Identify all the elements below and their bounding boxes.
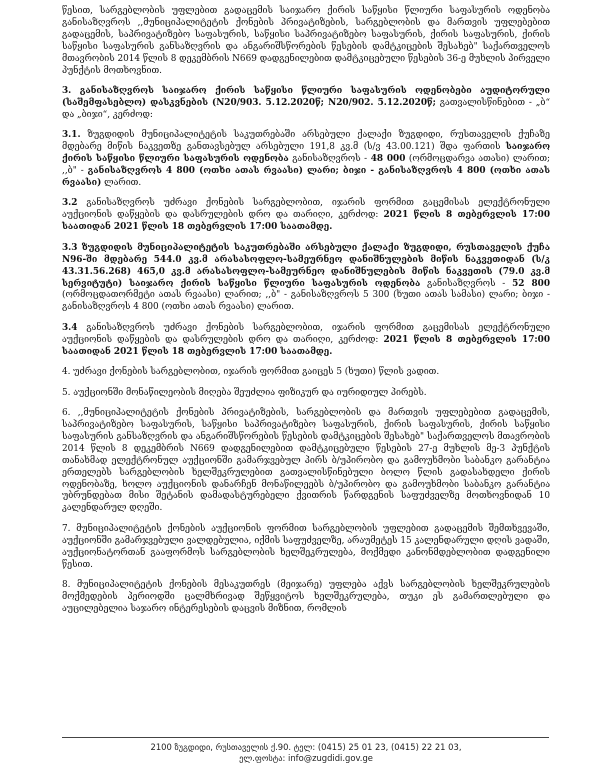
footer-email: ელ.ფოსტა: info@zugdidi.gov.ge: [239, 753, 373, 763]
paragraph-3-reports: (N20/903. 5.12.2020წ; N20/902. 5.12.2020წ;: [212, 97, 436, 108]
document-body: [62, 6, 550, 624]
paragraph-3-4-number: 3.4: [62, 322, 78, 333]
paragraph-3-heading: 3. განისაზღვროს საიჯარო ქირის საწყისი წლიური საფასურის ოდენობები აუდიტორული (საშემფასებლო) დასკვნების: [62, 86, 550, 108]
paragraph-3-1-steps: განისაზღვროს 4 800 (ოთხი ათას რვაასი) ლარი; ბიჯი - განისაზღვროს 4 800 (ოთხი ათას რვაასი): [62, 166, 550, 188]
footer-divider: [62, 737, 549, 738]
paragraph-6: 6. ,,მუნიციპალიტეტის ქონების პრივატიზების, სარგებლობის და მართვის უფლებებით გადაცემის, საპრივატიზებო საფასურის, საწყისი საპრივატიზებო საფასურის, ქირის საფასურის, ქირის საწყისი საფასურის განსაზღვრის და ანგარიშსწორების წესების დამტკიცების შესახებ" საქართველოს მთავრობის 2014 წლის 8 დეკემბრის N669 დადგენილებით დამტკიცებული წესების 27-ე მუხლის მე-3 პუნქტის თანახმად ელექტრონულ აუქციონში გამარჯვებულ პირს ბ/უპირობო და გამოუხმობი საბანკო გარანტია ერთელებს სარგებლობის ხელშეკრულებით გათვალისწინებული ბოლო წლის გადასახდელი ქირის ოდენობაზე, ხოლო აუქციონის დანარჩენ მონაწილეებს ბ/უპირობო და გამოუხმობი საბანკო გარანტია უბრუნდებათ მისი შეტანის დამადასტურებელი ქვითრის წარდგენის საფუძველზე მოთხოვნიდან 10 კალენდარულ დღეში.: [62, 408, 550, 514]
paragraph-3-tail: გათვალისწინებით - „ბ“ და „ბიჯი“, კერძოდ:: [62, 97, 551, 120]
paragraph-3-1-end: ლარით.: [104, 177, 142, 188]
paragraph-4: 4. უძრავი ქონების სარგებლობით, იჯარის ფორმით გაიცეს 5 (ხუთი) წლის ვადით.: [62, 367, 440, 378]
paragraph-5: 5. აუქციონში მონაწილეობის მიღება შეუძლია ფიზიკურ და იურიდიულ პირებს.: [62, 387, 427, 398]
paragraph-3-2-number: 3.2: [62, 198, 78, 209]
paragraph-3-1-number: 3.1.: [62, 130, 81, 141]
paragraph-3-4-text: განისაზღვროს უძრავი ქონების სარგებლობით, იჯარის ფორმით გაცემისას ელექტრონული აუქციონის დაწყების და დასრულების დრო და თარიღი, კერძოდ:: [62, 322, 551, 345]
paragraph-3-3-words: (ორმოცდათორმეტი ათას რვაასი) ლარით; ,,ბ" - განისაზღვროს 5 300 (ხუთი ათას სამასი) ლარი; ბიჯი - განისაზღვროს 4 800 (ოთხი ათას რვაასი) ლარით.: [62, 290, 550, 313]
paragraph-3-3-amount: 52 800: [512, 278, 551, 289]
paragraph-3-2-dates: 2021 წლის 8 თებერვლის 17:00 საათიდან 2021 წლის 18 თებერვლის 17:00 საათამდე.: [62, 210, 551, 233]
paragraph-3-1-text: ზუგდიდის მუნიციპალიტეტის საკუთრებაში არსებული ქალაქი ზუგდიდი, რუსთაველის ქუჩაზე მდებარე მიწის ნაკვეთზე განთავსებულ არსებული 191,8 კვ.მ (ს/ვ 43.00.121) შდა ფართის: [62, 130, 550, 153]
paragraph-7: 7. მუნიციპალიტეტის ქონების აუქციონის ფორმით სარგებლობის უფლებით გადაცემის შემთხვევაში, აუქციონში გამარჯვებული ვალდებულია, იქმის საფუძველზე, არაუმეტეს 15 კალენდარული დღის ვადაში, აუქციონატორთან გააფორმოს სარგებლობის ხელშეკრულება, მოქმედი კანონმდებლობით დადგენილი წესით.: [62, 523, 550, 570]
paragraph-3: [62, 86, 550, 122]
paragraph-intro: წესით, სარგებლობის უფლებით გადაცემის საიჯარო ქირის საწყისი წლიური საფასურის ოდენობა განისაზღვროს ,,მუნიციპალიტეტის ქონების პრივატიზების, სარგებლობის და მართვის უფლებებით გადაცემის, საპრივატიზებო საფასურის, საწყისი საპრივატიზებო საფასურის, ქირის საფასურის, ქირის საწყისი საფასურის განსაზღვრის და ანგარიშსწორების წესების დამტკიცების შესახებ" საქართველოს მთავრობის 2014 წლის 8 დეკემბრის N669 დადგენილებით დამტკიცებული წესების 36-ე მუხლის პირველი პუნქტის მოთხოვნით.: [62, 6, 550, 76]
paragraph-3-1-set: განისაზღვროს -: [292, 154, 368, 165]
paragraph-3-1: [62, 130, 550, 190]
footer-address: 2100 ზუგდიდი, რუსთაველის ქ.90. ტელ: (0415) 25 01 23, (0415) 22 21 03,: [150, 742, 462, 752]
paragraph-3-2: [62, 198, 550, 234]
paragraph-3-3-set: განისაზღვროს -: [427, 278, 506, 289]
paragraph-3-3: [62, 243, 550, 314]
paragraph-3-1-amount: 48 000: [370, 154, 406, 165]
paragraph-3-2-text: განისაზღვროს უძრავი ქონების სარგებლობით, იჯარის ფორმით გაცემისას ელექტრონული აუქციონის დაწყების და დასრულების დრო და თარიღი, კერძოდ:: [62, 198, 551, 221]
paragraph-3-4-dates: 2021 წლის 8 თებერვლის 17:00 საათიდან 2021 წლის 18 თებერვლის 17:00 საათამდე.: [62, 334, 551, 357]
paragraph-3-1-words: (ორმოცდარვა ათასი) ლარით; ,,ბ" -: [62, 154, 551, 177]
paragraph-3-1-bold: საიჯარო ქირის საწყისი წლიური საფასურის ოდენობა: [62, 142, 550, 165]
paragraph-8: 8. მუნიციპალიტეტის ქონების მესაკუთრეს (მეიჯარე) უფლება აქვს სარგებლობის ხელშეკრულების მოქმედების პერიოდში ცალმხრივად შეწყვიტოს ხელშეკრულება, თუკი ეს გამართლებული და აუცილებელია საჯარო ინტერესების დაცვის მიზნით, რომლის: [62, 580, 550, 614]
paragraph-3-4: [62, 323, 550, 359]
paragraph-3-3-text: ზუგდიდის მუნიციპალიტეტის საკუთრებაში არსებული ქალაქი ზუგდიდი, რუსთაველის ქუჩა N96-ში მდებარე 544.0 კვ.მ არასასოფლო-სამეურნეო დანიშნულების მიწის ნაკვეთიდან (ს/კ 43.31.56.268) 465,0 კვ.მ არასასოფლო-სამეურნეო დანიშნულების მიწის ნაკვეთის (79.0 კვ.მ სერვიტუტი) საიჯარო ქირის საწყისი წლიური საფასურის ოდენობა: [62, 242, 550, 289]
paragraph-3-3-number: 3.3: [62, 242, 78, 253]
